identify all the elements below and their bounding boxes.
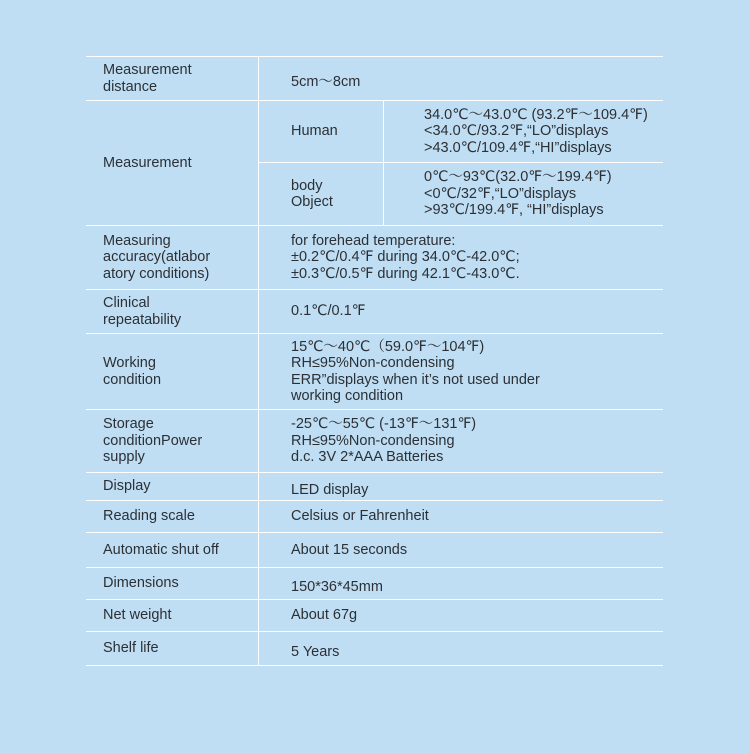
value-line: <0℃/32℉,“LO”displays [424,185,577,202]
spec-label [86,632,259,666]
value-line: ±0.2℃/0.4℉ during 34.0℃-42.0℃; [291,249,520,266]
spec-label [86,334,259,410]
label-line: supply [103,449,145,466]
spec-row-shutoff [86,533,663,568]
spec-row-measurement-human [86,101,663,163]
label-line: Clinical [103,295,150,311]
spec-value [259,632,664,666]
spec-row-dimensions [86,568,663,600]
label-line: Measurement [103,62,192,78]
value-line: 15℃～40℃（59.0℉～104℉) [291,338,485,355]
spec-label [86,290,259,334]
value-line: 0.1℃/0.1℉ [291,303,366,320]
label-line: Automatic shut off [103,541,219,558]
spec-row-repeatability [86,290,663,334]
spec-row-weight [86,600,663,632]
spec-value [259,57,664,101]
spec-label [86,501,259,533]
value-line: -25℃～55℃ (-13℉～131℉) [291,416,477,433]
label-line: distance [103,78,158,95]
value-line: >93℃/199.4℉, “HI”displays [424,202,604,219]
value-line: d.c. 3V 2*AAA Batteries [291,449,444,466]
spec-row-shelf-life [86,632,663,666]
spec-label [86,568,259,600]
value-line: >43.0℃/109.4℉,“HI”displays [424,139,612,156]
label-line: accuracy(atlabor [103,249,211,266]
value-line: 5cm～8cm [291,74,361,91]
spec-value [259,501,664,533]
spec-sublabel [259,101,384,163]
spec-row-accuracy [86,226,663,290]
value-line: <34.0℃/93.2℉,“LO”displays [424,123,609,140]
value-line: About 67g [291,607,358,624]
label-line: Measurement [103,154,192,171]
spec-label [86,410,259,473]
value-line: for forehead temperature: [291,232,456,249]
value-line: Celsius or Fahrenheit [291,508,429,525]
label-line: Reading scale [103,508,195,525]
label-line: Measuring [103,232,171,249]
label-line: Display [103,478,151,495]
sublabel-line: Human [291,123,338,140]
spec-value [259,473,664,501]
spec-row-distance [86,57,663,101]
label-line: Net weight [103,607,172,624]
label-line: conditionPower [103,432,203,449]
label-line: atory conditions) [103,265,210,282]
spec-value [259,568,664,600]
spec-row-storage [86,410,663,473]
label-line: Working [103,355,156,371]
spec-value [384,163,664,226]
value-line: ERR”displays when it’s not used under [291,371,540,388]
value-line: About 15 seconds [291,541,408,558]
spec-value [259,533,664,568]
value-line: 5 Years [291,644,340,661]
value-line: 34.0℃～43.0℃ (93.2℉～109.4℉) [424,106,648,123]
label-line: Shelf life [103,640,159,657]
spec-value [259,290,664,334]
value-line: 150*36*45mm [291,579,383,596]
spec-row-working [86,334,663,410]
spec-sublabel [259,163,384,226]
spec-label [86,473,259,501]
spec-value [384,101,664,163]
spec-row-reading-scale [86,501,663,533]
spec-label [86,600,259,632]
label-line: repeatability [103,311,182,328]
value-line: ±0.3℃/0.5℉ during 42.1℃-43.0℃. [291,265,520,282]
spec-value [259,410,664,473]
value-line: 0℃～93℃(32.0℉～199.4℉) [424,169,612,186]
sublabel-line: body [291,177,323,194]
spec-row-display [86,473,663,501]
label-line: Dimensions [103,575,179,592]
spec-label [86,57,259,101]
spec-value [259,600,664,632]
value-line: RH≤95%Non-condensing [291,355,455,371]
spec-value [259,334,664,410]
label-line: Storage [103,416,154,433]
value-line: RH≤95%Non-condensing [291,432,455,449]
spec-label [86,226,259,290]
spec-value [259,226,664,290]
value-line: LED display [291,482,369,499]
value-line: working condition [291,388,404,404]
sublabel-line: Object [291,194,333,210]
spec-label [86,533,259,568]
spec-table [86,56,663,666]
spec-label [86,101,259,226]
label-line: condition [103,371,162,388]
